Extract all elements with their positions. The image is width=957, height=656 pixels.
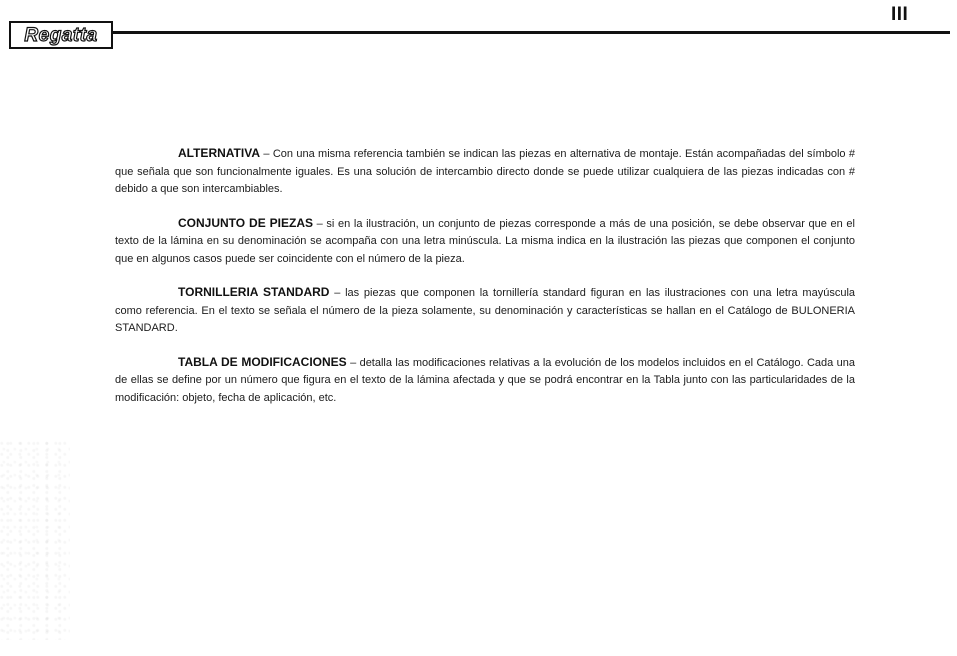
paragraph-alternativa	[115, 145, 855, 199]
term-alternativa: ALTERNATIVA	[178, 146, 260, 160]
logo-text: Regatta	[24, 24, 98, 46]
text-tornilleria-standard: – las piezas que componen la tornillería standard figuran en las ilustraciones con una letra mayúscula como referencia. En el texto se señala el número de la pieza solamente, su denominación y características se hallan en el Catálogo de BULONERIA STANDARD.	[115, 287, 856, 334]
regatta-logo	[9, 21, 113, 49]
scan-noise	[0, 440, 70, 640]
term-tornilleria-standard: TORNILLERIA STANDARD	[178, 285, 330, 299]
document-body	[115, 145, 855, 423]
text-conjunto-de-piezas: – si en la ilustración, un conjunto de piezas corresponde a más de una posición, se debe observar que en el texto de la lámina en su denominación se acompaña con una letra minúscula. La misma indica en la ilustración las piezas que componen el conjunto que en algunos casos puede ser coincidente con el número de la pieza.	[115, 217, 855, 265]
text-tabla-de-modificaciones: – detalla las modificaciones relativas a la evolución de los modelos incluidos en el Catálogo. Cada una de ellas se define por un número que figura en el texto de la lámina afectada y que se podrá encontrar en la Tabla junto con las particularidades de la modificación: objeto, fecha de aplicación, etc.	[115, 356, 855, 404]
paragraph-tornilleria-standard	[115, 284, 855, 338]
paragraph-tabla-de-modificaciones	[115, 354, 855, 408]
header-rule	[113, 31, 950, 34]
text-alternativa: – Con una misma referencia también se indican las piezas en alternativa de montaje. Están acompañadas del símbolo # que señala que son funcionalmente iguales. Es una solución de intercambio directo donde se puede utilizar cualquiera de las piezas indicadas con # debido a que son intercambiables.	[115, 148, 855, 195]
paragraph-conjunto-de-piezas	[115, 215, 855, 269]
term-tabla-de-modificaciones: TABLA DE MODIFICACIONES	[178, 354, 347, 369]
page-number: III	[891, 4, 909, 25]
term-conjunto-de-piezas: CONJUNTO DE PIEZAS	[178, 215, 313, 230]
